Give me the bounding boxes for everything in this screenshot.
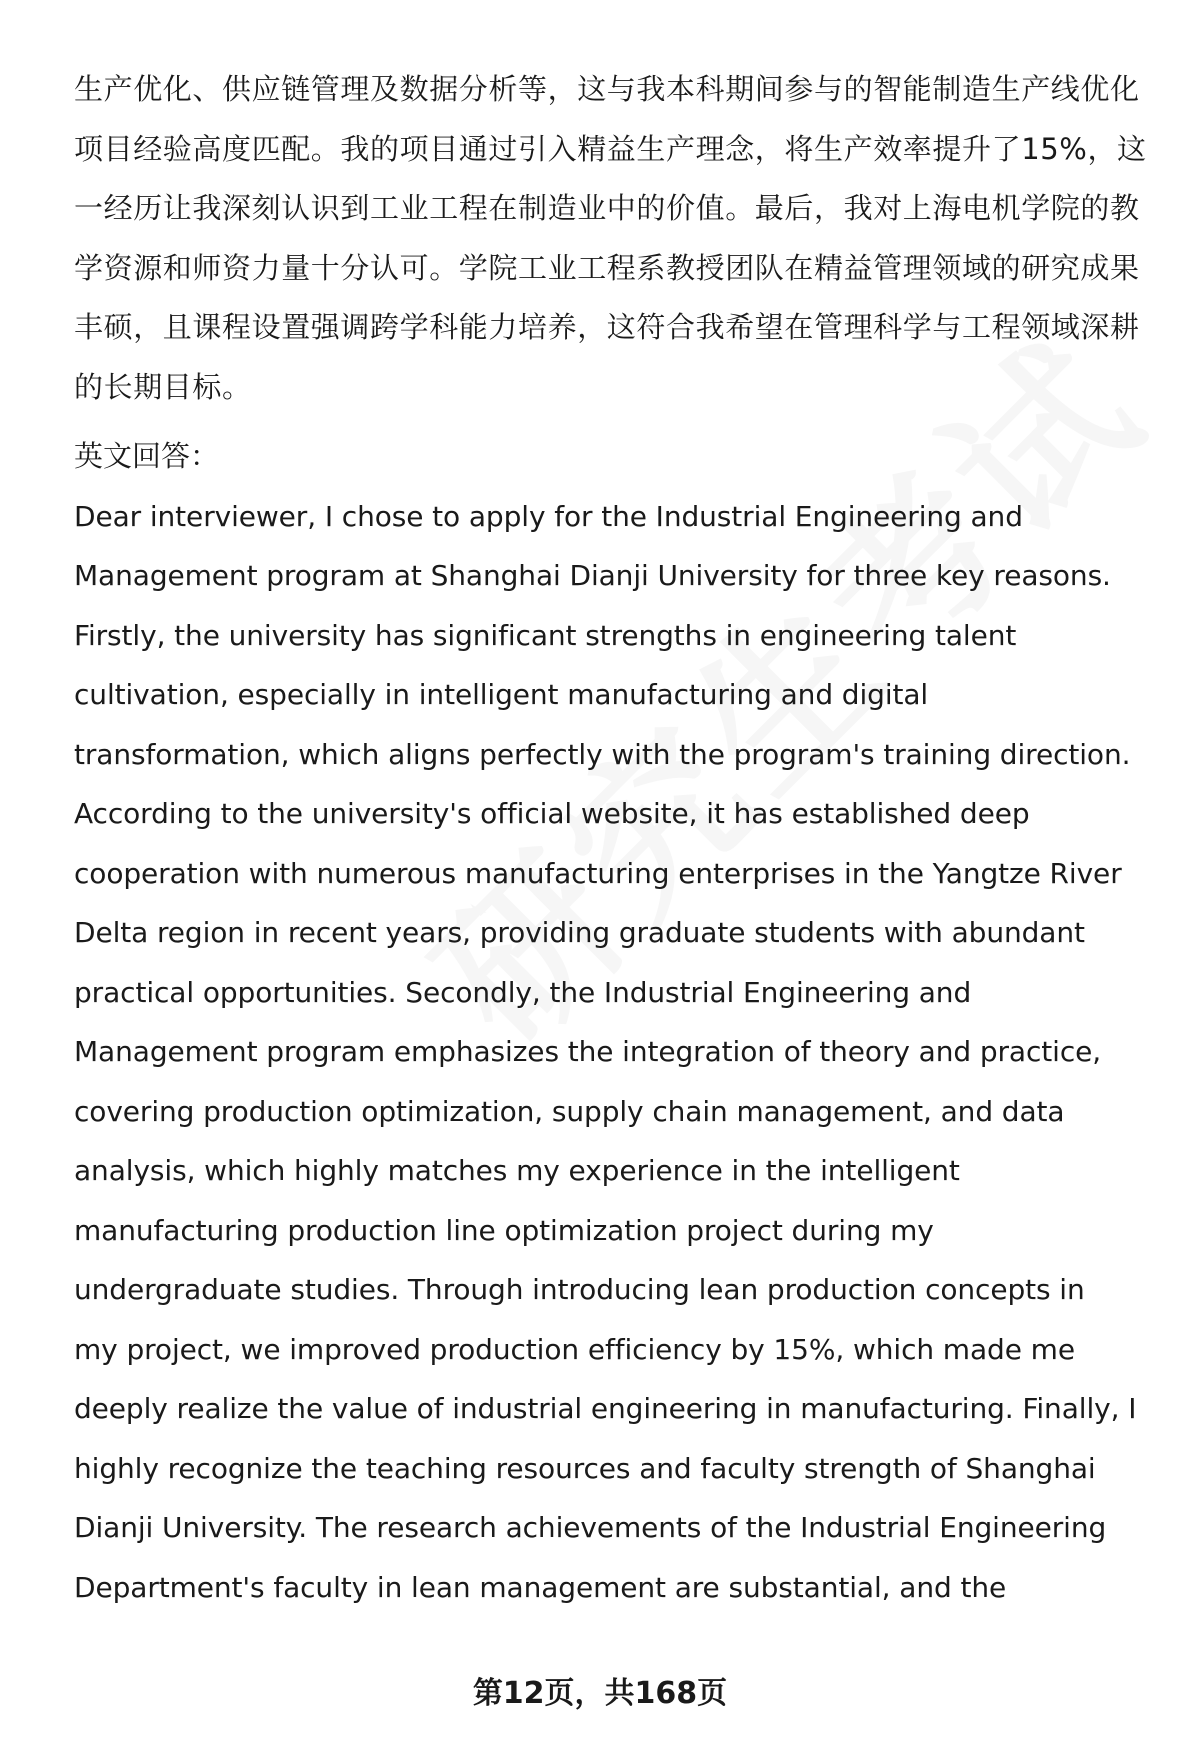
english-answer-paragraph <box>74 487 1149 1618</box>
text-line: Department's faculty in lean management are substantial, and the <box>74 1570 1007 1604</box>
text-line: According to the university's official website, it has established deep <box>74 797 1030 830</box>
text-line: 的长期目标。 <box>74 369 252 404</box>
text-line: Delta region in recent years, providing graduate students with abundant <box>74 916 1085 949</box>
text-line: cultivation, especially in intelligent manufacturing and digital <box>74 678 929 711</box>
text-line: 一经历让我深刻认识到工业工程在制造业中的价值。最后，我对上海电机学院的教 <box>74 191 1140 225</box>
text-line: Management program emphasizes the integration of theory and practice, <box>74 1035 1102 1068</box>
text-line: 丰硕，且课程设置强调跨学科能力培养，这符合我希望在管理科学与工程领域深耕 <box>74 310 1140 344</box>
text-line: deeply realize the value of industrial engineering in manufacturing. Finally, I <box>74 1392 1137 1425</box>
text-line: Management program at Shanghai Dianji University for three key reasons. <box>74 559 1111 592</box>
text-line: transformation, which aligns perfectly with the program's training direction. <box>74 737 1131 771</box>
page-content <box>74 60 1149 1617</box>
text-line: undergraduate studies. Through introducing lean production concepts in <box>74 1273 1085 1306</box>
text-line: highly recognize the teaching resources and faculty strength of Shanghai <box>74 1451 1096 1485</box>
text-line: practical opportunities. Secondly, the Industrial Engineering and <box>74 975 972 1009</box>
text-line: 学资源和师资力量十分认可。学院工业工程系教授团队在精益管理领域的研究成果 <box>74 250 1140 285</box>
text-line: Dear interviewer, I chose to apply for the Industrial Engineering and <box>74 499 1023 533</box>
text-line: Firstly, the university has significant strengths in engineering talent <box>74 618 1017 652</box>
text-line: manufacturing production line optimization project during my <box>74 1213 934 1247</box>
text-line: 生产优化、供应链管理及数据分析等，这与我本科期间参与的智能制造生产线优化 <box>74 72 1140 106</box>
text-line: analysis, which highly matches my experience in the intelligent <box>74 1154 960 1187</box>
text-line: cooperation with numerous manufacturing enterprises in the Yangtze River <box>74 856 1122 890</box>
text-line: covering production optimization, supply chain management, and data <box>74 1094 1065 1128</box>
text-line: Dianji University. The research achievements of the Industrial Engineering <box>74 1511 1107 1544</box>
english-answer-label: 英文回答： <box>74 439 220 473</box>
text-line: 项目经验高度匹配。我的项目通过引入精益生产理念，将生产效率提升了15%，这 <box>74 131 1147 166</box>
page-number-footer: 第12页，共168页 <box>472 1676 728 1711</box>
chinese-answer-paragraph <box>74 60 1149 417</box>
text-line: my project, we improved production efficiency by 15%, which made me <box>74 1332 1075 1366</box>
